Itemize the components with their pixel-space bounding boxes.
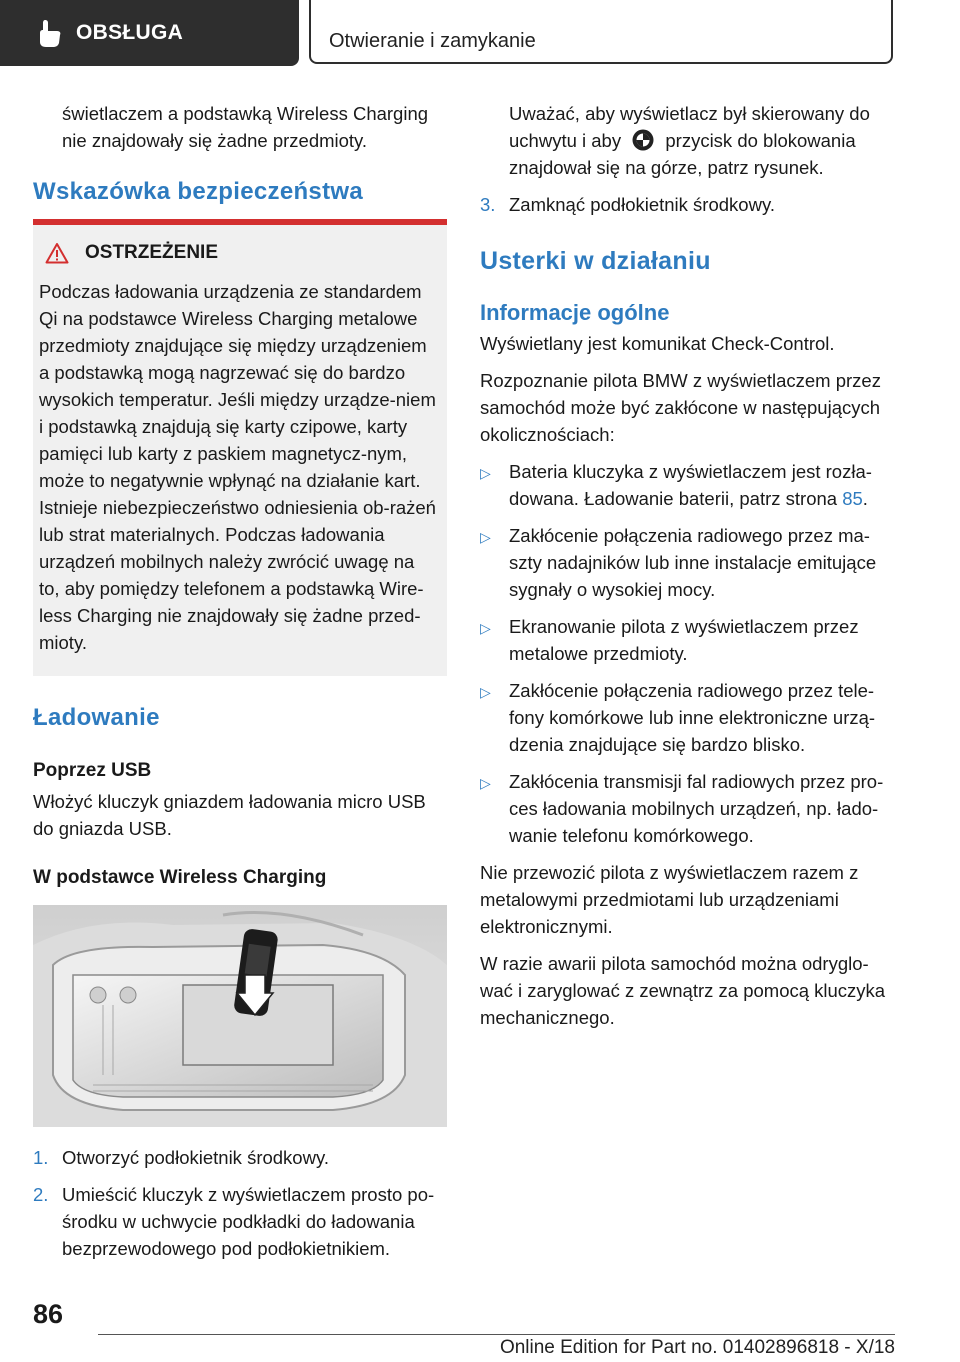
list-item: ▷ Zakłócenie połączenia radiowego przez ma-szty nadajników lub inne instalacje emitujące sygnały o wysokiej mocy.	[480, 522, 894, 603]
warning-text: Podczas ładowania urządzenia ze standardem Qi na podstawce Wireless Charging metalowe przedmioty znajdujące się między urządzeniem a podstawką mogą nagrzewać się do bardzo wysokich temperatur. Jeśli między urządze-niem i podstawką znajdują się karty czipowe, karty pamięci lub karty z paskiem magnetycz-nym, może to negatywnie wpłynąć na działanie kart. Istnieje niebezpieczeństwo odniesienia ob-rażeń lub strat materialnych. Podczas ładowania urządzeń mobilnych należy zwrócić uwagę na to, aby pomiędzy telefonem a podstawką Wire-less Charging nie znajdowały się żadne przed-mioty.	[39, 281, 436, 653]
warning-triangle-icon	[45, 242, 69, 264]
list-item: 1. Otworzyć podłokietnik środkowy.	[33, 1147, 329, 1168]
page-header	[0, 0, 960, 66]
charging-heading: Ładowanie	[33, 704, 160, 731]
list-item: 3. Zamknąć podłokietnik środkowy.	[480, 194, 775, 215]
triangle-bullet-icon: ▷	[480, 775, 491, 791]
armrest-charging-illustration	[33, 905, 447, 1127]
right-column	[480, 100, 894, 1031]
page-link[interactable]: 85	[842, 488, 863, 509]
triangle-bullet-icon: ▷	[480, 684, 491, 700]
list-item: ▷ Bateria kluczyka z wyświetlaczem jest rozła-dowana. Ładowanie baterii, patrz strona 85.	[480, 458, 894, 512]
hand-icon	[36, 18, 64, 48]
malfunction-heading: Usterki w działaniu	[480, 247, 711, 275]
paragraph: W razie awarii pilota samochód można odryglo-wać i zaryglować z zewnątrz za pomocą kluczyka mechanicznego.	[480, 953, 886, 1028]
paragraph: Wyświetlany jest komunikat Check-Control.	[480, 333, 835, 354]
warning-title-text: OSTRZEŻENIE	[85, 242, 219, 263]
usb-heading: Poprzez USB	[33, 760, 152, 781]
usb-text: Włożyć kluczyk gniazdem ładowania micro USB do gniazda USB.	[33, 791, 426, 839]
list-item: ▷ Zakłócenia transmisji fal radiowych przez pro-ces ładowania mobilnych urządzeń, np. łado-wanie telefonu komórkowego.	[480, 768, 894, 849]
list-item: ▷ Zakłócenie połączenia radiowego przez tele-fony komórkowe lub inne elektroniczne urzą-dzenia znajdujące się bardzo blisko.	[480, 677, 894, 758]
paragraph: Rozpoznanie pilota BMW z wyświetlaczem przez samochód może być zakłócone w następujących okolicznościach:	[480, 370, 881, 445]
chapter-tab	[309, 0, 893, 64]
list-item: ▷ Ekranowanie pilota z wyświetlaczem przez metalowe przedmioty.	[480, 613, 894, 667]
section-label: OBSŁUGA	[76, 21, 184, 44]
safety-heading: Wskazówka bezpieczeństwa	[33, 178, 363, 205]
footer	[98, 1334, 895, 1358]
triangle-bullet-icon: ▷	[480, 529, 491, 545]
steps-list-continued	[480, 191, 894, 218]
footer-text: Online Edition for Part no. 01402896818 - X/18	[499, 1337, 895, 1358]
intro-text: świetlaczem a podstawką Wireless Charging nie znajdowały się żadne przedmioty.	[62, 103, 429, 151]
left-column	[33, 100, 447, 1262]
triangle-bullet-icon: ▷	[480, 465, 491, 481]
wireless-heading: W podstawce Wireless Charging	[33, 867, 327, 888]
paragraph: Nie przewozić pilota z wyświetlaczem razem z metalowymi przedmiotami lub urządzeniami elektronicznymi.	[480, 862, 859, 937]
section-tab	[0, 0, 299, 66]
steps-list	[33, 1144, 447, 1262]
continued-text: Uważać, aby wyświetlacz był skierowany do uchwytu i aby przycisk do blokowania znajdował się na górze, patrz rysunek.	[509, 103, 870, 178]
page-number: 86	[33, 1299, 64, 1329]
list-item: 2. Umieścić kluczyk z wyświetlaczem prosto po-środku w uchwycie podkładki do ładowania bezprzewodowego pod podłokietnikiem.	[33, 1184, 435, 1259]
triangle-bullet-icon: ▷	[480, 620, 491, 636]
warning-box	[33, 225, 447, 676]
chapter-label: Otwieranie i zamykanie	[329, 30, 536, 52]
warning-title	[45, 239, 437, 266]
bmw-logo-icon	[632, 129, 654, 151]
general-heading: Informacje ogólne	[480, 300, 670, 325]
